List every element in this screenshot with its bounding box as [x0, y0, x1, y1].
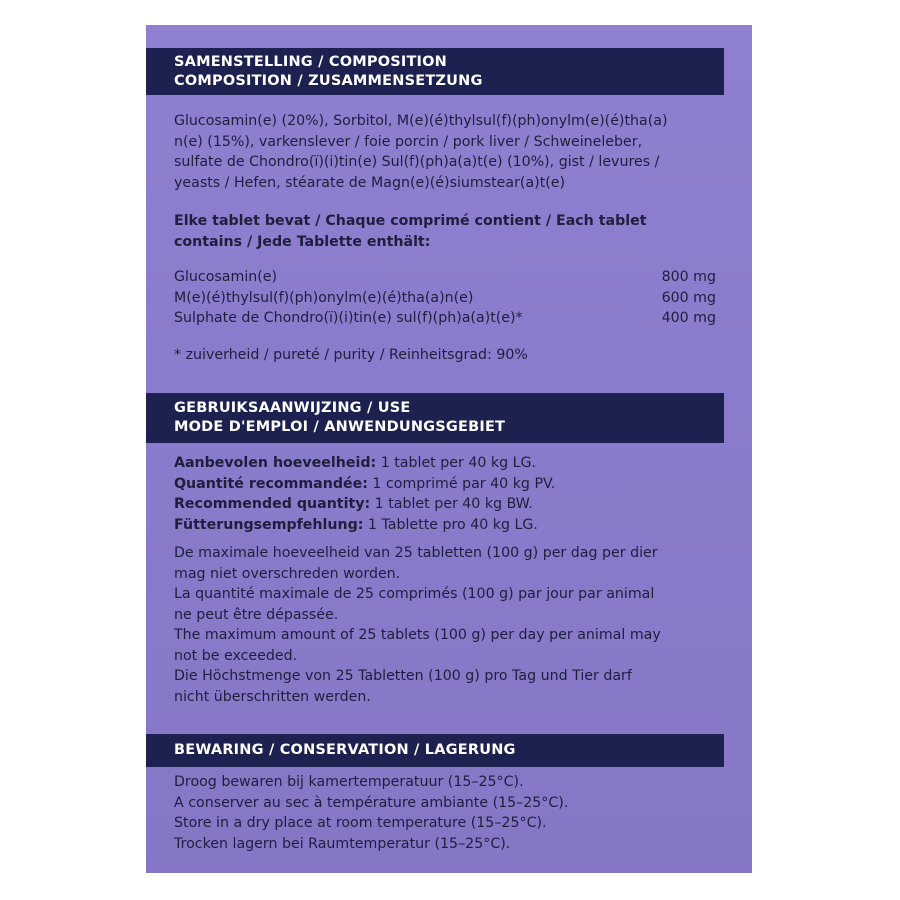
dosage-list [174, 453, 722, 535]
dosage-label: Aanbevolen hoeveelheid: [174, 455, 377, 471]
composition-header-line: SAMENSTELLING / COMPOSITION [174, 54, 448, 70]
storage-line: A conserver au sec à température ambiante (15–25°C). [174, 794, 569, 811]
ingredients-line: yeasts / Hefen, stéarate de Magn(e)(é)siumstear(a)t(e) [174, 174, 566, 191]
ingredients-line: Glucosamin(e) (20%), Sorbitol, M(e)(é)thylsul(f)(ph)onylm(e)(é)tha(a) [174, 113, 668, 129]
active-name: Glucosamin(e) [174, 269, 278, 285]
dosage-label: Recommended quantity: [174, 496, 371, 512]
composition-header [146, 48, 724, 95]
max-line: De maximale hoeveelheid van 25 tabletten (100 g) per dag per dier [174, 545, 658, 561]
storage-line: Store in a dry place at room temperature (15–25°C). [174, 815, 547, 831]
active-amount: 400 mg [661, 310, 716, 326]
storage-line: Trocken lagern bei Raumtemperatur (15–25°C). [174, 835, 511, 852]
use-header-line: MODE D'EMPLOI / ANWENDUNGSGEBIET [174, 419, 506, 435]
max-line: ne peut être dépassée. [174, 606, 339, 623]
dosage-line [174, 494, 722, 515]
max-line: mag niet overschreden worden. [174, 565, 401, 582]
dosage-value: 1 comprimé par 40 kg PV. [367, 475, 556, 492]
storage-header [146, 734, 724, 767]
max-line: not be exceeded. [174, 647, 298, 664]
max-line: nicht überschritten werden. [174, 688, 371, 705]
footnote-text: * zuiverheid / pureté / purity / Reinheitsgrad: 90% [174, 347, 528, 363]
package-panel [146, 25, 752, 873]
active-row [174, 288, 716, 309]
per-tablet-line: Elke tablet bevat / Chaque comprimé contient / Each tablet [174, 213, 647, 229]
use-header-line: GEBRUIKSAANWIJZING / USE [174, 400, 411, 416]
dosage-line [174, 474, 722, 495]
active-row [174, 308, 716, 329]
active-amount: 600 mg [661, 289, 716, 306]
dosage-label: Fütterungsempfehlung: [174, 516, 364, 533]
active-amount: 800 mg [661, 269, 716, 285]
max-line: The maximum amount of 25 tablets (100 g) per day per animal may [174, 627, 661, 643]
dosage-label: Quantité recommandée: [174, 475, 368, 492]
purity-footnote [174, 345, 722, 366]
actives-table [174, 267, 716, 329]
storage-line: Droog bewaren bij kamertemperatuur (15–25°C). [174, 774, 524, 790]
active-name: Sulphate de Chondro(ï)(i)tin(e) sul(f)(ph)a(a)t(e)* [174, 310, 523, 326]
per-tablet-line: contains / Jede Tablette enthält: [174, 233, 431, 250]
dosage-line [174, 515, 722, 536]
max-line: Die Höchstmenge von 25 Tabletten (100 g) pro Tag und Tier darf [174, 668, 632, 684]
active-name: M(e)(é)thylsul(f)(ph)onylm(e)(é)tha(a)n(e) [174, 289, 474, 306]
dosage-value: 1 tablet per 40 kg BW. [370, 496, 533, 512]
active-row [174, 267, 716, 288]
dosage-value: 1 Tablette pro 40 kg LG. [363, 516, 538, 533]
per-tablet-heading [174, 211, 722, 252]
composition-header-line: COMPOSITION / ZUSAMMENSETZUNG [174, 73, 483, 89]
storage-text [174, 772, 722, 854]
ingredients-text [174, 111, 722, 193]
ingredients-line: n(e) (15%), varkenslever / foie porcin / pork liver / Schweineleber, [174, 133, 643, 150]
storage-header-line: BEWARING / CONSERVATION / LAGERUNG [174, 742, 516, 758]
max-amount-text [174, 543, 722, 707]
dosage-value: 1 tablet per 40 kg LG. [376, 455, 537, 471]
max-line: La quantité maximale de 25 comprimés (100 g) par jour par animal [174, 586, 655, 602]
dosage-line [174, 453, 722, 474]
use-header [146, 393, 724, 443]
ingredients-line: sulfate de Chondro(ï)(i)tin(e) Sul(f)(ph)a(a)t(e) (10%), gist / levures / [174, 154, 660, 170]
